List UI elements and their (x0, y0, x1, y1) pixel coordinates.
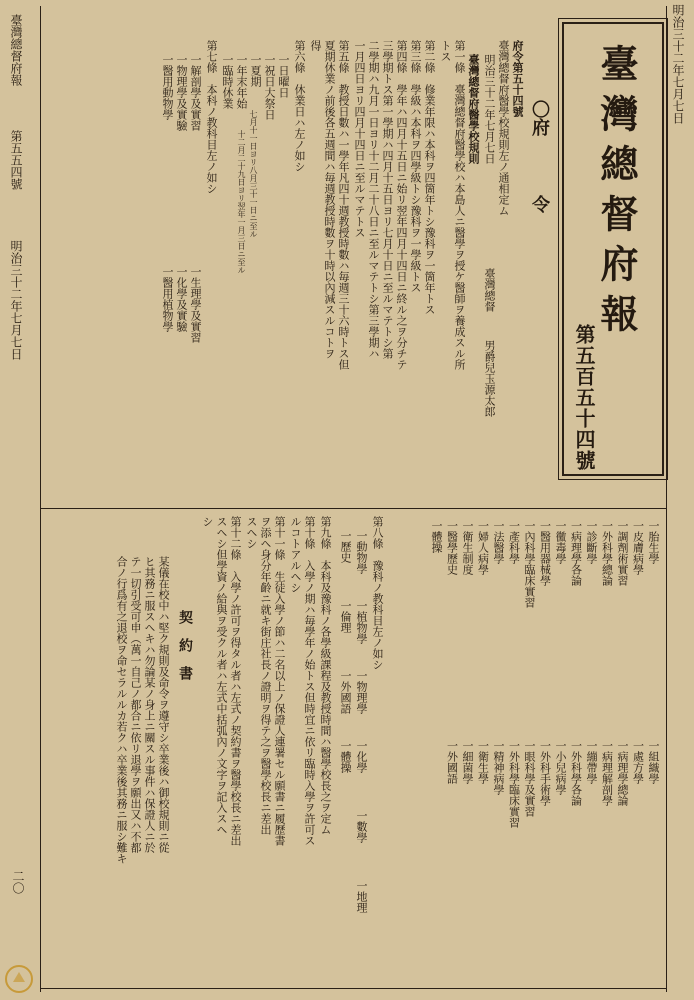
article-5-cont-1: 夏期休業ノ前後各五週間ハ毎週教授時數ヲ十時以內減スルコトヲ (323, 40, 336, 359)
holiday-festival: 一祝日大祭日 (263, 54, 276, 120)
holiday-temporary: 一臨時休業 (221, 54, 234, 109)
article-4-cont-1: 三學期トス第一學期ハ四月十五日ヨリ七月十日ニ至ルマテトシ第 (381, 40, 394, 359)
article-4-cont-3: 一月四日ヨリ四月十四日ニ至ルマテトス (353, 40, 366, 238)
subject-item: 一胎生學 (647, 520, 660, 564)
article-3: 第三條 學級ハ本科ヲ四學級トシ豫科ヲ一學級トス (409, 40, 422, 293)
right-margin-date: 明治三十二年七月七日 (671, 4, 685, 124)
section-label: 〇府 (529, 100, 550, 136)
subject-item: 一小兒病學 (554, 740, 567, 795)
contract-line-3: テ一切引受可申（萬一自己ノ都合ニ依リ退學ヲ願出又ハ不都 (129, 556, 142, 853)
prep-zoology: 一動物學 (355, 530, 368, 574)
subject-item: 一外國語 (445, 740, 459, 784)
rules-title: 臺灣總督府醫學校規則 (467, 54, 480, 164)
subject-item: 一醫學歷史 (445, 520, 459, 575)
subject-item: 一組織學 (647, 740, 660, 784)
subject-item: 一外科學各論 (569, 740, 583, 806)
article-10-cont: ルコトアルヘシ (289, 516, 302, 593)
contract-line-4: 合ノ行爲有之退校ヲ命セラルルカ若クハ卒業後其務ニ服シ難キ (115, 556, 128, 864)
subject-item: 一病理學總論 (616, 740, 629, 806)
subject-item: 一黴毒學 (554, 520, 567, 564)
article-4: 第四條 學年ハ四月十五日ニ始リ翌年四月十四日ニ終ル之ヲ分チテ (395, 40, 408, 370)
subject-item: 一體操 (430, 520, 443, 553)
subject-item: 一產科學 (507, 520, 521, 564)
subject-item: 一法醫學 (492, 520, 505, 564)
contract-title: 契 約 書 (177, 610, 193, 680)
page-number: 二〇 (11, 870, 25, 894)
subject-item: 一病理學各論 (569, 520, 583, 586)
watermark-logo-icon (4, 964, 34, 994)
masthead-title: 臺灣總督府報 (594, 44, 639, 344)
masthead-box (562, 22, 664, 476)
article-11: 第十一條 生徒入學ノ節ハ二名以上ノ保證人連署セル願書ニ履歷書 (273, 516, 286, 846)
subject-item: 一繃帶學 (585, 740, 598, 784)
subject-item: 一眼科學及實習 (523, 740, 536, 817)
course-anatomy: 一解剖學及實習 (189, 54, 202, 131)
subject-item: 一處方學 (631, 740, 645, 784)
article-12-cont-2: シ (201, 516, 214, 527)
subject-item: 一細菌學 (461, 740, 474, 784)
course-physics: 一物理學及實驗 (175, 54, 188, 131)
article-8: 第八條 豫科ノ教科目左ノ如シ (371, 516, 384, 670)
course-chemistry: 一化學及實驗 (175, 266, 188, 332)
course-botany: 一醫用植物學 (161, 266, 174, 332)
subject-item: 一衛生學 (476, 740, 490, 784)
prep-history: 一歷史 (339, 530, 352, 563)
masthead-issue: 第五百五十四號 (572, 324, 596, 471)
article-1: 第一條 臺灣總督府醫學校ハ本島人ニ醫學ヲ授ケ醫師ヲ養成スル所 (453, 40, 466, 370)
subject-item: 一皮膚病學 (631, 520, 645, 575)
left-margin-rule (40, 6, 41, 992)
holiday-summer-dates: 七月十一日ヨリ八月三十一日ニ至ル (249, 110, 258, 238)
subject-item: 一精神病學 (492, 740, 505, 795)
left-margin-issue: 第五五四號 (9, 130, 23, 190)
holiday-new-year-dates: 十二月二十九日ヨリ翌年一月三日ニ至ル (237, 130, 246, 274)
ordinance-date: 明治三十二年七月七日 (483, 54, 496, 164)
prep-geography: 一地理 (355, 880, 368, 913)
article-12: 第十二條 入學ノ許可ヲ得タル者ハ左式ノ契約書ヲ醫學校長ニ差出 (229, 516, 242, 846)
ordinance-heading: 府令第五十四號 (511, 40, 524, 117)
subject-item: 一醫用器械學 (538, 520, 552, 586)
left-margin-title: 臺灣總督府報 (9, 14, 23, 86)
holiday-new-year: 一年末年始 (235, 54, 248, 109)
prep-ethics: 一倫理 (339, 600, 352, 633)
ordinance-intro: 臺灣總督府醫學校規則左ノ通相定ム (497, 40, 510, 216)
contract-line-2: ヒ其務ニ服スヘキハ勿論某ノ身上ニ關スル事件ハ保證人ニ於 (143, 556, 156, 853)
prep-botany: 一植物學 (355, 600, 368, 644)
holiday-sunday: 一日曜日 (277, 54, 290, 98)
article-5: 第五條 教授日數ハ一學年凡四十週教授時數ハ毎週三十六時トス但 (337, 40, 350, 370)
course-zoology: 一醫用動物學 (161, 54, 174, 120)
prep-physics: 一物理學 (355, 670, 368, 714)
article-9: 第九條 本科及豫科ノ各學級課程及教授時間ハ醫學校長之ヲ定ム (319, 516, 332, 835)
article-11-cont-1: ヲ添ヘ身分年齡ニ就キ街庄社長ノ證明ヲ得テ之ヲ醫學校長ニ差出 (259, 516, 272, 835)
contract-line-1: 某儀在校中ハ堅ク規則及命令ヲ遵守シ卒業後ハ御校規則ニ從 (157, 556, 170, 853)
subject-item: 一調劑術實習 (616, 520, 629, 586)
article-2: 第二條 修業年限ハ本科ヲ四箇年トシ豫科ヲ一箇年トス (423, 40, 436, 315)
subject-item: 一診斷學 (585, 520, 598, 564)
article-11-cont-2: スヘシ (245, 516, 258, 549)
subject-item: 一病理解剖學 (600, 740, 614, 806)
signer-name: 男爵兒玉源太郎 (483, 340, 496, 417)
subject-item: 一衛生制度 (461, 520, 474, 575)
subject-list-right (420, 740, 660, 980)
holiday-summer: 一夏期 (249, 54, 262, 87)
subject-item: 一內科學臨床實習 (523, 520, 536, 608)
subject-item: 一外科學臨床實習 (507, 740, 521, 828)
prep-chemistry: 一化學 (355, 740, 368, 773)
prep-foreign-language: 一外國語 (339, 670, 352, 714)
left-margin-date: 明治三十二年七月七日 (9, 240, 23, 360)
subject-item: 一外科學總論 (600, 520, 614, 586)
subject-item: 一外科手術學 (538, 740, 552, 806)
bottom-rule (40, 988, 666, 989)
article-4-cont-2: 二學期ハ九月一日ヨリ十二月二十八日ニ至ルマテトシ第三學期ハ (367, 40, 380, 359)
signer-title: 臺灣總督 (483, 268, 496, 312)
article-7: 第七條 本科ノ教科目左ノ如シ (205, 40, 218, 194)
article-6: 第六條 休業日ハ左ノ如シ (293, 40, 306, 172)
prep-math: 一數學 (355, 810, 368, 843)
prep-gymnastics: 一體操 (339, 740, 352, 773)
article-5-cont-2: 得 (309, 40, 322, 51)
article-1-cont: トス (439, 40, 452, 62)
middle-rule (40, 508, 666, 509)
subject-item: 一婦人病學 (476, 520, 490, 575)
section-order: 令 (529, 195, 550, 213)
article-12-cont-1: スヘシ但學資ノ給與ヲ受クル者ハ左式中括弧內ノ文字ヲ記入スヘ (215, 516, 228, 835)
right-margin-rule (666, 6, 667, 992)
course-physiology: 一生理學及實習 (189, 266, 202, 343)
article-10: 第十條 入學ノ期ハ毎學年ノ始トス但時宜ニ依リ臨時入學ヲ許可ス (303, 516, 316, 846)
